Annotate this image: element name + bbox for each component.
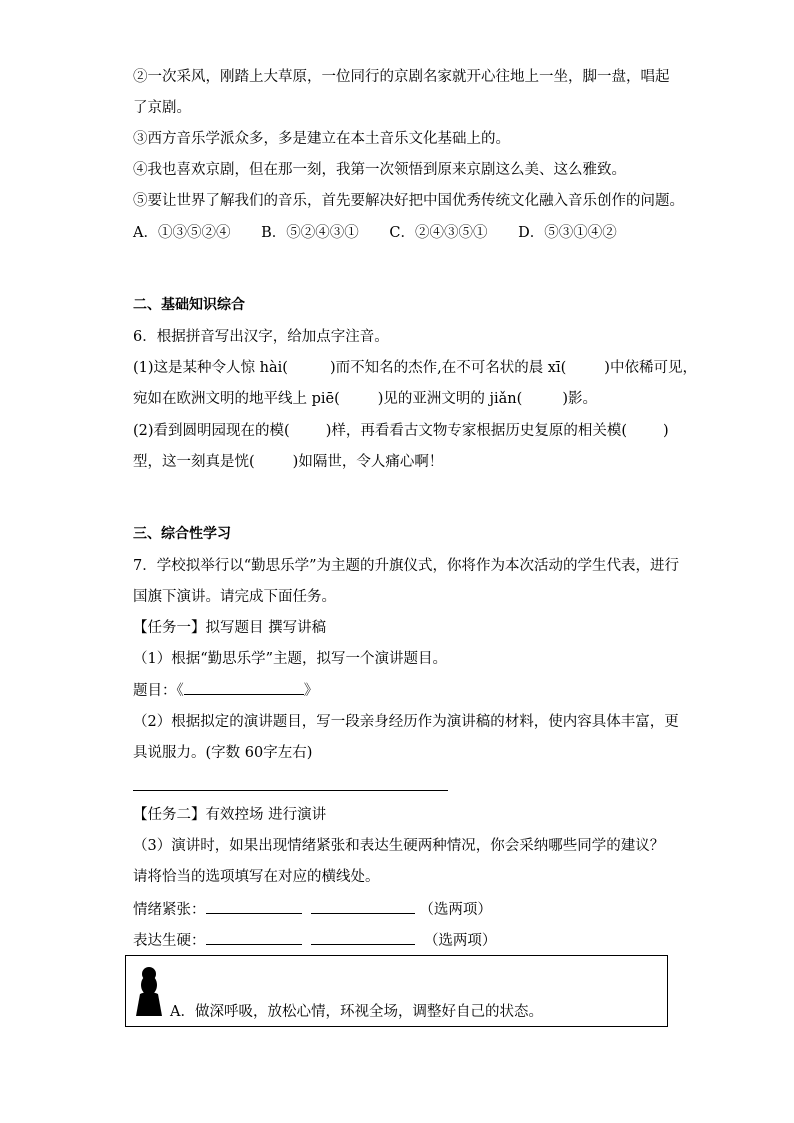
q5-sentence-2a: ②一次采风，刚踏上大草原，一位同行的京剧名家就开心往地上一坐，脚一盘，唱起 <box>133 69 670 85</box>
task-2-q3a: （3）演讲时，如果出现情绪紧张和表达生硬两种情况，你会采纳哪些同学的建议？ <box>133 838 665 854</box>
q6-text: )中依稀可见， <box>604 360 697 376</box>
q5-option-d[interactable]: D．⑤③①④② <box>518 225 617 241</box>
q6-text: )影。 <box>562 391 597 407</box>
q6-text: )样，再看看古文物专家根据历史复原的相关模( <box>325 423 628 439</box>
nervous-blank-1[interactable] <box>206 899 302 914</box>
suggestion-box <box>125 955 668 1027</box>
stiff-line <box>133 930 496 951</box>
q5-sentence-3: ③西方音乐学派众多，多是建立在本土音乐文化基础上的。 <box>133 131 510 147</box>
q7-prompt-b: 国旗下演讲。请完成下面任务。 <box>133 589 336 605</box>
section-2-title: 二、基础知识综合 <box>133 297 245 313</box>
q6-line-3 <box>133 421 669 441</box>
task-1-q2a: （2）根据拟定的演讲题目，写一段亲身经历作为演讲稿的材料，使内容具体丰富，更 <box>133 714 679 730</box>
q6-line-4 <box>133 452 443 472</box>
q5-options <box>133 223 643 243</box>
student-silhouette-icon <box>134 964 164 1016</box>
nervous-blank-2[interactable] <box>311 899 415 914</box>
pick-two-note: （选两项） <box>423 933 497 949</box>
q6-text: ) <box>663 423 669 439</box>
q5-sentence-4: ④我也喜欢京剧，但在那一刻，我第一次领悟到原来京剧这么美、这么雅致。 <box>133 162 626 178</box>
writing-answer-line[interactable] <box>133 790 448 791</box>
stiff-label: 表达生硬： <box>133 933 206 949</box>
title-end: 》 <box>303 683 319 699</box>
task-2-heading: 【任务二】有效控场 进行演讲 <box>133 807 327 823</box>
q6-text: )见的亚洲文明的 jiǎn( <box>377 391 523 407</box>
q6-text: )而不知名的杰作,在不可名状的晨 xī( <box>329 360 567 376</box>
q6-text: (1)这是某种令人惊 hài( <box>133 360 288 376</box>
stiff-blank-2[interactable] <box>311 930 415 945</box>
q6-text: )如隔世，令人痛心啊！ <box>292 454 444 470</box>
task-1-q1: （1）根据“勤思乐学”主题，拟写一个演讲题目。 <box>133 651 448 667</box>
section-3-title: 三、综合性学习 <box>133 526 231 542</box>
q6-line-1 <box>133 358 697 378</box>
task-1-heading: 【任务一】拟写题目 撰写讲稿 <box>133 620 327 636</box>
task-1-q2b: 具说服力。(字数 60字左右) <box>133 745 313 761</box>
option-a-text: A．做深呼吸，放松心情，环视全场，调整好自己的状态。 <box>170 1004 543 1020</box>
title-input-blank[interactable] <box>184 680 304 695</box>
q6-text: 型，这一刻真是恍( <box>133 454 255 470</box>
q5-sentence-2b: 了京剧。 <box>133 100 191 116</box>
q5-sentence-5: ⑤要让世界了解我们的音乐，首先要解决好把中国优秀传统文化融入音乐创作的问题。 <box>133 193 684 209</box>
q5-option-c[interactable]: C．②④③⑤① <box>389 225 488 241</box>
q5-option-b[interactable]: B．⑤②④③① <box>261 225 359 241</box>
q5-option-a[interactable]: A．①③⑤②④ <box>133 225 231 241</box>
q6-text: 宛如在欧洲文明的地平线上 piē( <box>133 391 340 407</box>
nervous-label: 情绪紧张： <box>133 902 206 918</box>
pick-two-note: （选两项） <box>419 902 492 918</box>
title-line <box>133 680 318 701</box>
task-2-q3b: 请将恰当的选项填写在对应的横线处。 <box>133 869 380 885</box>
q7-prompt-a: 7．学校拟举行以“勤思乐学”为主题的升旗仪式，你将作为本次活动的学生代表，进行 <box>133 558 680 574</box>
q6-text: (2)看到圆明园现在的模( <box>133 423 290 439</box>
nervous-line <box>133 899 492 920</box>
q6-prompt: 6．根据拼音写出汉字，给加点字注音。 <box>133 329 389 345</box>
stiff-blank-1[interactable] <box>206 930 302 945</box>
title-label: 题目：《 <box>133 683 184 699</box>
q6-line-2 <box>133 389 597 409</box>
